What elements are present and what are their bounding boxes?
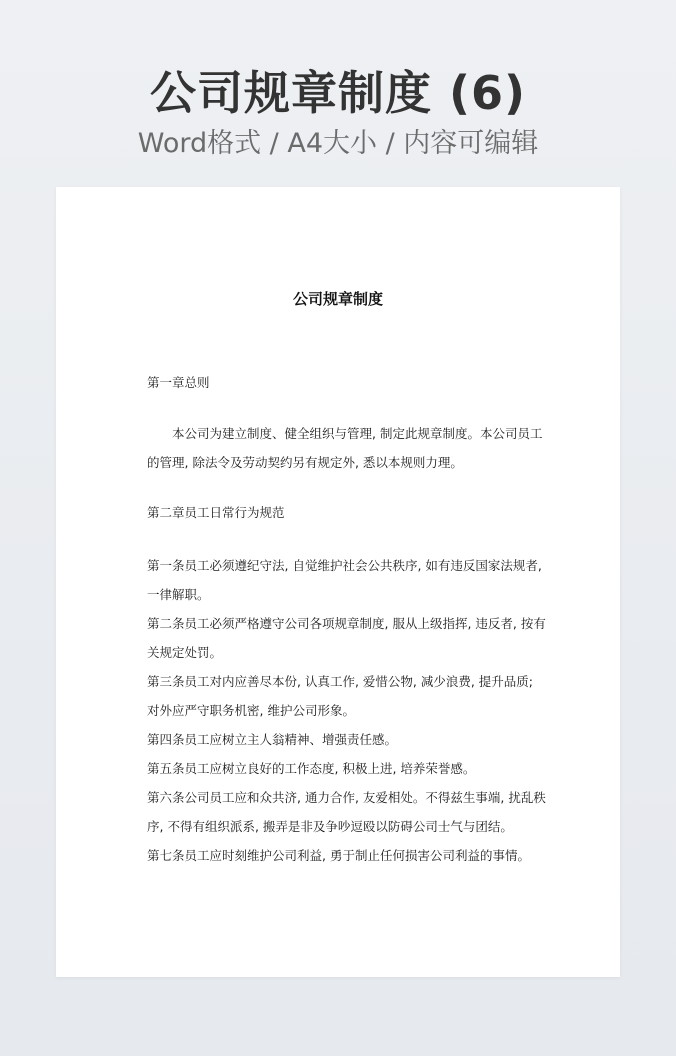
banner [0,62,676,162]
document-body [147,371,547,870]
article-7: 第七条员工应时刻维护公司利益, 勇于制止任何损害公司利益的事情。 [147,848,530,863]
article-2: 第二条员工必须严格遵守公司各项规章制度, 服从上级指挥, 违反者, 按有关规定处罚。 [147,616,546,660]
chapter-1-paragraph: 本公司为建立制度、健全组织与管理, 制定此规章制度。本公司员工的管理, 除法令及劳动契约另有规定外, 悉以本规则力理。 [147,426,543,470]
chapter-1-heading: 第一章总则 [147,375,210,390]
document-title: 公司规章制度 [292,290,383,308]
article-5: 第五条员工应树立良好的工作态度, 积极上进, 培养荣誉感。 [147,761,476,776]
article-3: 第三条员工对内应善尽本份, 认真工作, 爱惜公物, 减少浪费, 提升品质; 对外应严守职务机密, 维护公司形象。 [147,674,533,718]
banner-subtitle: Word格式 / A4大小 / 内容可编辑 [137,128,539,159]
document-page [56,187,620,977]
banner-title: 公司规章制度 (6) [149,66,527,120]
article-1: 第一条员工必须遵纪守法, 自觉维护社会公共秩序, 如有违反国家法规者, 一律解职。 [147,558,542,602]
chapter-2-heading: 第二章员工日常行为规范 [147,505,285,520]
article-6: 第六条公司员工应和众共济, 通力合作, 友爱相处。不得兹生事端, 扰乱秩序, 不得有组织派系, 搬弄是非及争吵逗殴以防碍公司士气与团结。 [147,790,546,834]
article-4: 第四条员工应树立主人翁精神、增强责任感。 [147,732,398,747]
